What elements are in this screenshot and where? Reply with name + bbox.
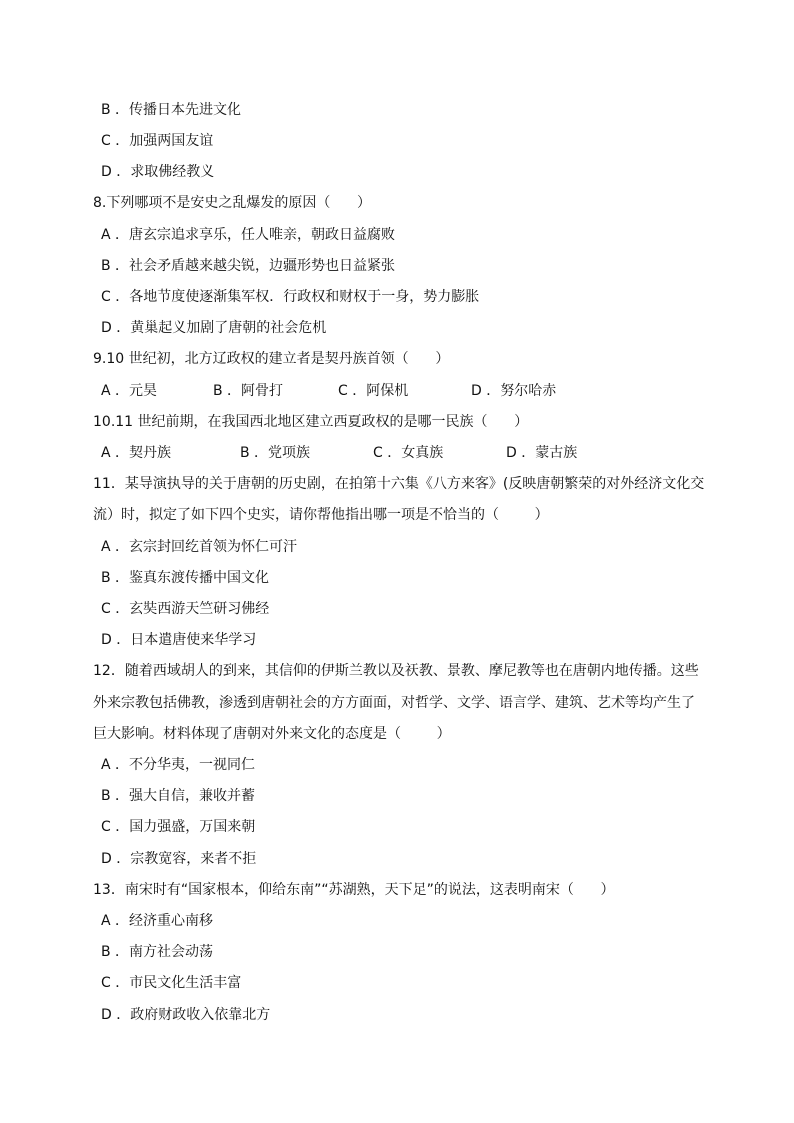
q9-stem: 9.10 世纪初，北方辽政权的建立者是契丹族首领（ ） (93, 351, 450, 367)
q8-option-b: B ．社会矛盾越来越尖锐，边疆形势也日益紧张 (101, 258, 396, 274)
q10-stem: 10.11 世纪前期，在我国西北地区建立西夏政权的是哪一民族（ ） (93, 414, 529, 430)
q11-option-b: B ．鉴真东渡传播中国文化 (101, 570, 270, 586)
q10-option-c: C ．女真族 (373, 445, 444, 461)
q11-option-a: A ．玄宗封回纥首领为怀仁可汗 (101, 539, 298, 555)
q7-option-d: D ．求取佛经教义 (101, 164, 215, 180)
q13-option-c: C ．市民文化生活丰富 (101, 975, 242, 991)
q11-option-c: C ．玄奘西游天竺研习佛经 (101, 601, 270, 617)
q10-option-a: A ．契丹族 (101, 445, 172, 461)
q9-option-d: D ．努尔哈赤 (471, 383, 557, 399)
q12-option-d: D ．宗教宽容，来者不拒 (101, 851, 257, 867)
q13-option-d: D ．政府财政收入依靠北方 (101, 1007, 271, 1023)
q12-option-b: B ．强大自信，兼收并蓄 (101, 788, 256, 804)
q13-option-b: B ．南方社会动荡 (101, 944, 214, 960)
q8-option-d: D ．黄巢起义加剧了唐朝的社会危机 (101, 320, 327, 336)
q8-option-c: C ．各地节度使逐渐集军权．行政权和财权于一身，势力膨胀 (101, 289, 480, 305)
q13-stem: 13．南宋时有“国家根本，仰给东南”“苏湖熟，天下足”的说法，这表明南宋（ ） (93, 882, 615, 898)
q12-option-a: A ．不分华夷，一视同仁 (101, 757, 256, 773)
q13-option-a: A ．经济重心南移 (101, 913, 214, 929)
q12-stem-line2: 外来宗教包括佛教，渗透到唐朝社会的方方面面，对哲学、文学、语言学、建筑、艺术等均产生了 (93, 695, 695, 711)
q7-option-b: B ．传播日本先进文化 (101, 102, 242, 118)
q10-option-d: D ．蒙古族 (506, 445, 578, 461)
q8-stem: 8.下列哪项不是安史之乱爆发的原因（ ） (93, 195, 372, 211)
q8-option-a: A ．唐玄宗追求享乐，任人唯亲，朝政日益腐败 (101, 227, 396, 243)
q7-option-c: C ．加强两国友谊 (101, 133, 214, 149)
q12-stem-line3: 巨大影响。材料体现了唐朝对外来文化的态度是（ ） (93, 726, 451, 742)
q12-stem-line1: 12．随着西域胡人的到来，其信仰的伊斯兰教以及祆教、景教、摩尼教等也在唐朝内地传播。这些 (93, 663, 699, 679)
q11-option-d: D ．日本遣唐使来华学习 (101, 632, 257, 648)
q9-option-c: C ．阿保机 (338, 383, 409, 399)
q11-stem-line1: 11．某导演执导的关于唐朝的历史剧，在拍第十六集《八方来客》(反映唐朝繁荣的对外经济文化交 (93, 476, 705, 492)
q10-option-b: B ．党项族 (240, 445, 311, 461)
q11-stem-line2: 流）时，拟定了如下四个史实，请你帮他指出哪一项是不恰当的（ ） (93, 507, 549, 523)
q9-option-b: B ．阿骨打 (213, 383, 284, 399)
q12-option-c: C ．国力强盛，万国来朝 (101, 819, 256, 835)
q9-option-a: A ．元昊 (101, 383, 158, 399)
